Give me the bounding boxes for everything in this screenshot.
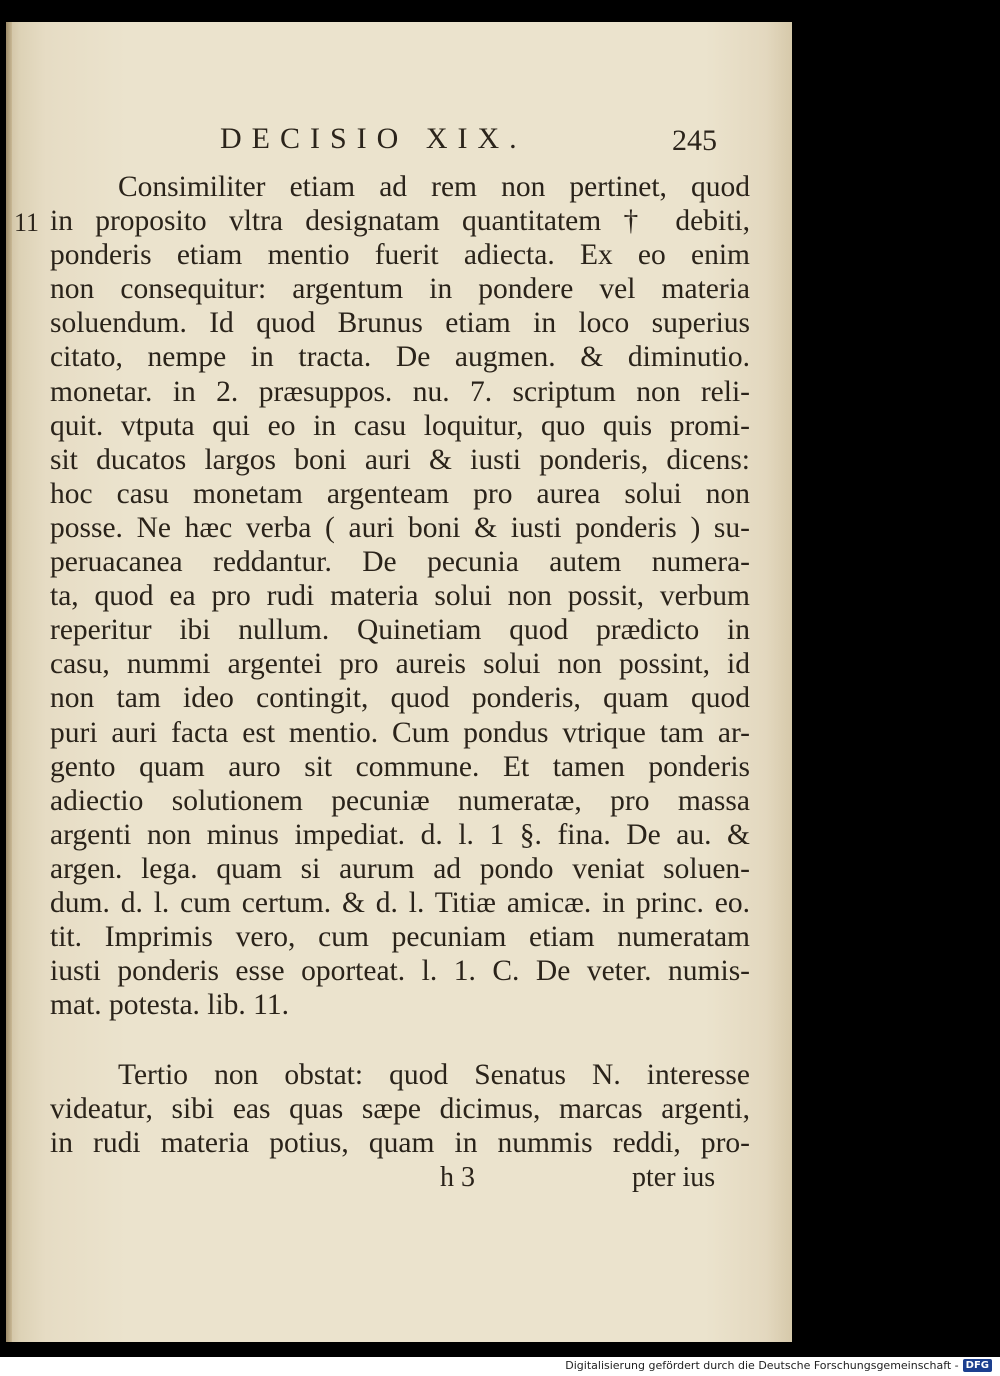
- funding-banner: [565, 1357, 992, 1374]
- text-line: sit ducatos largos boni auri & iusti ponderis, dicens:: [50, 443, 750, 476]
- text-line: Consimiliter etiam ad rem non pertinet, quod: [118, 171, 750, 203]
- text-line: ponderis etiam mentio fuerit adiecta. Ex eo enim: [50, 239, 750, 272]
- text-line: adiectio solutionem pecuniæ numeratæ, pro massa: [50, 784, 750, 817]
- text-line: tit. Imprimis vero, cum pecuniam etiam numeratam: [50, 921, 750, 954]
- text-line: hoc casu monetam argenteam pro aurea solui non: [50, 477, 750, 510]
- text-line: Tertio non obstat: quod Senatus N. interesse: [118, 1059, 750, 1091]
- text-line: mat. potesta. lib. 11.: [50, 989, 289, 1022]
- text-line: reperitur ibi nullum. Quinetiam quod prædicto in: [50, 614, 750, 647]
- text-line: posse. Ne hæc verba ( auri boni & iusti ponderis ) su-: [50, 511, 750, 544]
- text-line: argenti non minus impediat. d. l. 1 §. fina. De au. &: [50, 818, 750, 851]
- text-line: soluendum. Id quod Brunus etiam in loco superius: [50, 307, 750, 340]
- page-edge: [6, 22, 12, 1342]
- book-page: [6, 22, 792, 1342]
- text-line: non tam ideo contingit, quod ponderis, quam quod: [50, 682, 750, 715]
- margin-note: 11: [14, 208, 40, 237]
- dfg-logo-icon: DFG: [963, 1359, 992, 1372]
- text-line: in rudi materia potius, quam in nummis reddi, pro-: [50, 1127, 750, 1160]
- text-line: monetar. in 2. præsuppos. nu. 7. scriptum non reli-: [50, 375, 750, 408]
- text-line: non consequitur: argentum in pondere vel materia: [50, 273, 750, 306]
- running-title: DECISIO XIX.: [220, 122, 527, 155]
- text-line: citato, nempe in tracta. De augmen. & diminutio.: [50, 341, 750, 374]
- text-line: in proposito vltra designatam quantitatem † debiti,: [50, 205, 750, 238]
- text-line: quit. vtputa qui eo in casu loquitur, quo quis promi-: [50, 409, 750, 442]
- text-line: iusti ponderis esse oporteat. l. 1. C. De veter. numis-: [50, 955, 750, 988]
- paragraph-2: [50, 1058, 750, 1160]
- text-line: videatur, sibi eas quas sæpe dicimus, marcas argenti,: [50, 1093, 750, 1126]
- paragraph-1: [50, 170, 750, 1022]
- text-line: argen. lega. quam si aurum ad pondo veniat soluen-: [50, 852, 750, 885]
- text-line: puri auri facta est mentio. Cum pondus vtrique tam ar-: [50, 716, 750, 749]
- catchword: pter ius: [632, 1162, 716, 1193]
- text-line: dum. d. l. cum certum. & d. l. Titiæ amicæ. in princ. eo.: [50, 886, 750, 919]
- text-line: ta, quod ea pro rudi materia solui non possit, verbum: [50, 580, 750, 613]
- page-number: 245: [672, 124, 717, 157]
- text-line: gento quam auro sit commune. Et tamen ponderis: [50, 750, 750, 783]
- banner-text: Digitalisierung gefördert durch die Deutsche Forschungsgemeinschaft -: [565, 1359, 959, 1372]
- signature-mark: h 3: [440, 1162, 475, 1193]
- text-line: peruacanea reddantur. De pecunia autem numera-: [50, 546, 750, 579]
- text-line: casu, nummi argentei pro aureis solui non possint, id: [50, 648, 750, 681]
